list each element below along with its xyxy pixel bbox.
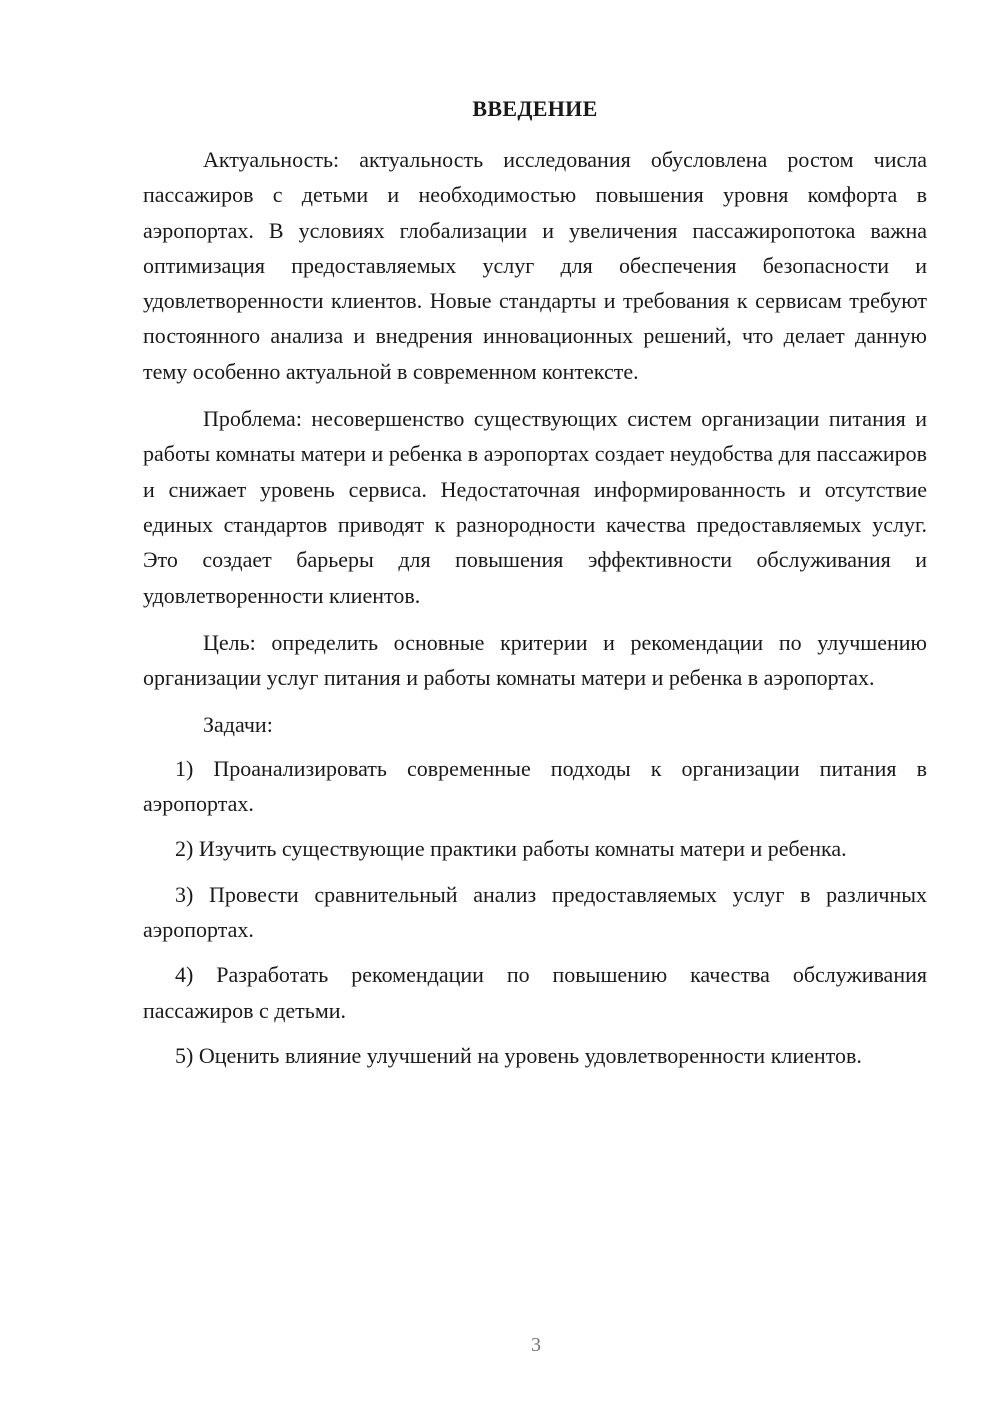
task-item-4: 4) Разработать рекомендации по повышению качества обслуживания пассажиров с детьми. — [143, 962, 927, 1023]
document-page — [143, 94, 927, 1083]
paragraph-problem: Проблема: несовершенство существующих систем организации питания и работы комнаты матери и ребенка в аэропортах создает неудобства для пассажиров и снижает уровень сервиса. Недостаточная информированность и отсутствие единых стандартов приводят к разнородности качества предоставляемых услуг. Это создает барьеры для повышения эффективности обслуживания и удовлетворенности клиентов. — [143, 406, 927, 608]
paragraph-relevance: Актуальность: актуальность исследования обусловлена ростом числа пассажиров с детьми и необходимостью повышения уровня комфорта в аэропортах. В условиях глобализации и увеличения пассажиропотока важна оптимизация предоставляемых услуг для обеспечения безопасности и удовлетворенности клиентов. Новые стандарты и требования к сервисам требуют постоянного анализа и внедрения инновационных решений, что делает данную тему особенно актуальной в современном контексте. — [143, 147, 927, 384]
page-number: 3 — [531, 1334, 541, 1356]
task-item-1: 1) Проанализировать современные подходы к организации питания в аэропортах. — [143, 755, 927, 817]
task-item-5: 5) Оценить влияние улучшений на уровень удовлетворенности клиентов. — [175, 1042, 862, 1068]
task-item-3: 3) Провести сравнительный анализ предоставляемых услуг в различных аэропортах. — [143, 881, 927, 942]
task-item-2: 2) Изучить существующие практики работы комнаты матери и ребенка. — [175, 836, 847, 862]
page-title: ВВЕДЕНИЕ — [472, 96, 598, 121]
paragraph-goal: Цель: определить основные критерии и рекомендации по улучшению организации услуг питания и работы комнаты матери и ребенка в аэропортах. — [143, 629, 927, 691]
tasks-heading: Задачи: — [203, 712, 273, 738]
